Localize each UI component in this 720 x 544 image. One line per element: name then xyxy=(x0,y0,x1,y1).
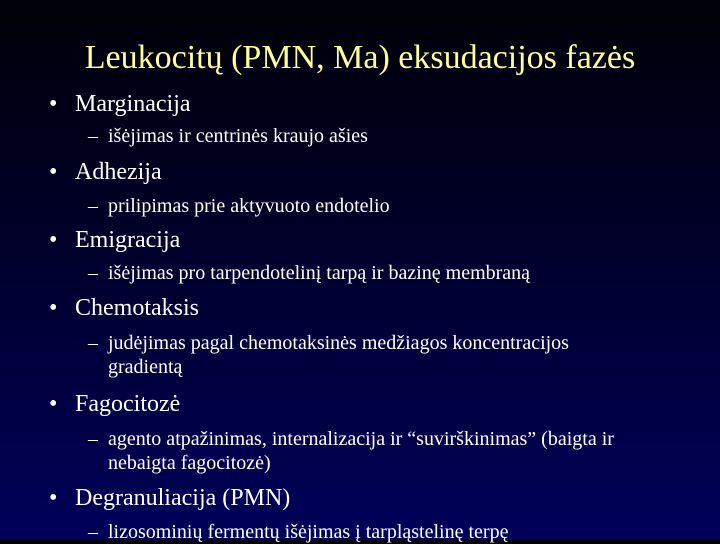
bullet-icon: • xyxy=(49,159,58,185)
slide-title: Leukocitų (PMN, Ma) eksudacijos fazės xyxy=(84,39,636,76)
sub-item-text: išėjimas pro tarpendotelinį tarpą ir bazinę membraną xyxy=(108,262,531,284)
sub-item-text-line-2: gradientą xyxy=(108,356,183,378)
bullet-item-marginacija xyxy=(49,89,191,119)
bullet-item-emigracija xyxy=(49,225,180,255)
sub-item xyxy=(88,427,718,475)
bullet-item-adhezija xyxy=(49,157,162,187)
sub-item-text: prilipimas prie aktyvuoto endotelio xyxy=(108,195,390,217)
bullet-icon: • xyxy=(49,295,58,321)
bullet-item-degranuliacija xyxy=(49,483,290,513)
bullet-label: Chemotaksis xyxy=(75,295,199,321)
sub-item-text-line-1: judėjimas pagal chemotaksinės medžiagos koncentracijos xyxy=(108,332,569,354)
sub-item xyxy=(88,331,708,379)
bullet-label: Fagocitozė xyxy=(75,391,181,417)
bullet-icon: • xyxy=(49,91,58,117)
bullet-icon: • xyxy=(49,485,58,511)
dash-icon: – xyxy=(88,262,98,284)
bullet-label: Emigracija xyxy=(75,227,181,253)
bullet-label: Adhezija xyxy=(75,159,162,185)
dash-icon: – xyxy=(88,521,98,543)
bullet-label: Degranuliacija (PMN) xyxy=(75,485,291,511)
dash-icon: – xyxy=(88,428,98,450)
sub-item xyxy=(88,124,688,148)
bullet-item-fagocitoze xyxy=(49,389,180,419)
bullet-label: Marginacija xyxy=(75,91,191,117)
bullet-icon: • xyxy=(49,227,58,253)
dash-icon: – xyxy=(88,332,98,354)
dash-icon: – xyxy=(88,125,98,147)
bullet-item-chemotaksis xyxy=(49,293,199,323)
sub-item-text: išėjimas ir centrinės kraujo ašies xyxy=(108,125,368,147)
sub-item xyxy=(88,261,708,285)
sub-item xyxy=(88,520,708,544)
sub-item-text-line-2: nebaigta fagocitozė) xyxy=(108,452,271,474)
sub-item xyxy=(88,194,688,218)
dash-icon: – xyxy=(88,195,98,217)
bullet-icon: • xyxy=(49,391,58,417)
sub-item-text: lizosominių fermentų išėjimas į tarpląstelinę terpę xyxy=(108,521,509,543)
sub-item-text-line-1: agento atpažinimas, internalizacija ir “suvirškinimas” (baigta ir xyxy=(108,428,614,450)
